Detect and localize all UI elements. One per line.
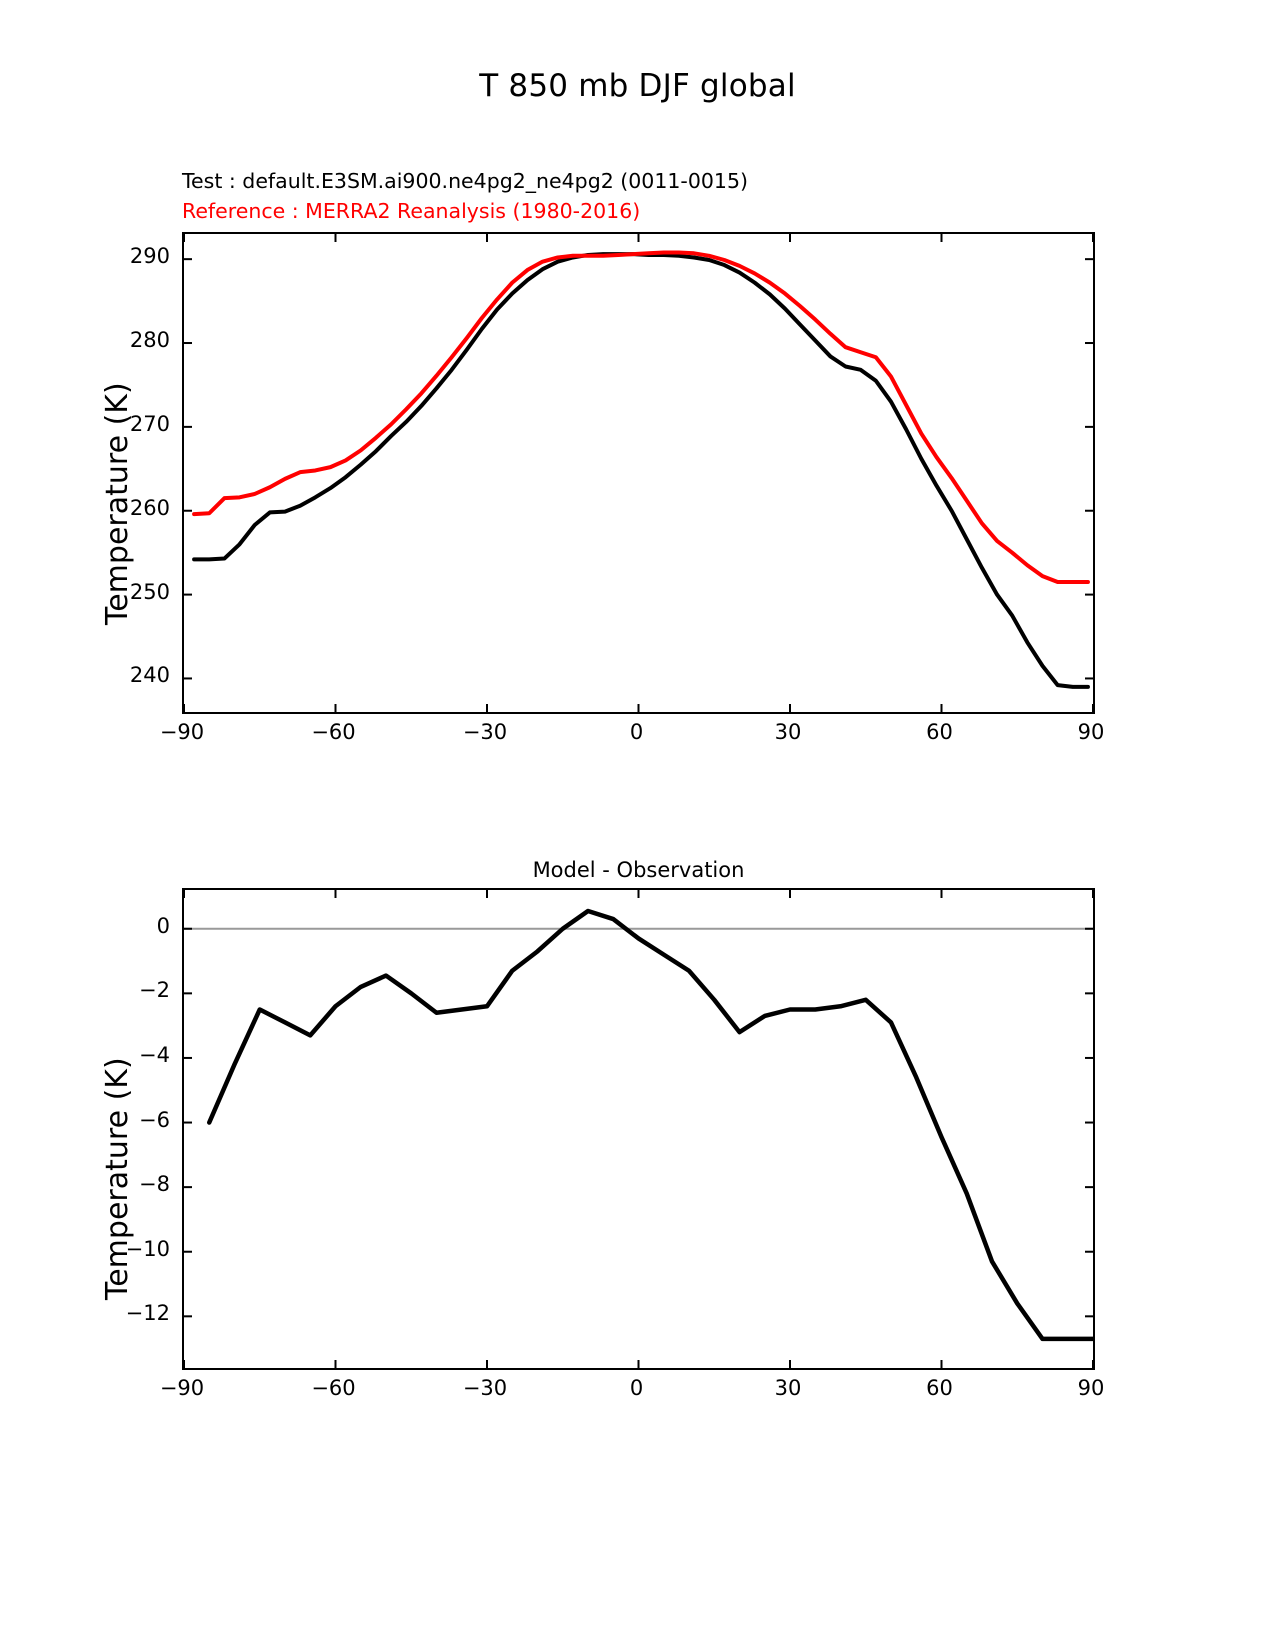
x-tick-label: 90 (1077, 1376, 1105, 1400)
top-y-axis-label: Temperature (K) (100, 382, 135, 625)
bottom-plot-svg (184, 890, 1093, 1368)
legend (182, 166, 748, 226)
x-tick-label: −60 (311, 1376, 356, 1400)
top-plot-svg (184, 234, 1093, 712)
x-tick-label: 0 (629, 1376, 644, 1400)
y-tick-label: 240 (129, 663, 170, 688)
x-tick-label: −30 (462, 1376, 508, 1400)
x-tick-label: −60 (311, 720, 356, 744)
y-tick-label: 0 (156, 913, 170, 938)
y-tick-label: −12 (125, 1301, 170, 1326)
bottom-y-axis-label: Temperature (K) (100, 1057, 135, 1300)
x-tick-label: −30 (462, 720, 508, 744)
bottom-panel-title: Model - Observation (532, 858, 745, 882)
data-series-line-1 (194, 252, 1088, 582)
legend-item-reference: Reference : MERRA2 Reanalysis (1980-2016) (182, 199, 641, 223)
top-plot-area (182, 232, 1095, 714)
y-tick-label: 270 (129, 411, 170, 436)
page-title: T 850 mb DJF global (479, 68, 796, 104)
y-tick-label: 280 (129, 328, 170, 353)
y-tick-label: −2 (139, 978, 170, 1003)
x-tick-label: −90 (159, 1376, 205, 1400)
y-tick-label: −6 (139, 1107, 170, 1132)
data-series-line-0 (209, 911, 1093, 1339)
x-tick-label: 60 (926, 720, 953, 744)
x-tick-label: 30 (774, 720, 802, 744)
y-tick-label: −8 (139, 1172, 170, 1197)
legend-item-test: Test : default.E3SM.ai900.ne4pg2_ne4pg2 (0011-0015) (182, 169, 749, 193)
x-tick-label: 0 (629, 720, 644, 744)
y-tick-label: −4 (139, 1042, 170, 1067)
y-tick-label: 290 (129, 244, 170, 269)
x-tick-label: 30 (774, 1376, 802, 1400)
data-series-line-0 (194, 254, 1088, 687)
bottom-plot-area (182, 888, 1095, 1370)
x-tick-label: −90 (159, 720, 205, 744)
y-tick-label: 250 (129, 579, 170, 604)
x-tick-label: 90 (1077, 720, 1105, 744)
y-tick-label: 260 (129, 495, 170, 520)
x-tick-label: 60 (926, 1376, 953, 1400)
y-tick-label: −10 (125, 1236, 170, 1261)
